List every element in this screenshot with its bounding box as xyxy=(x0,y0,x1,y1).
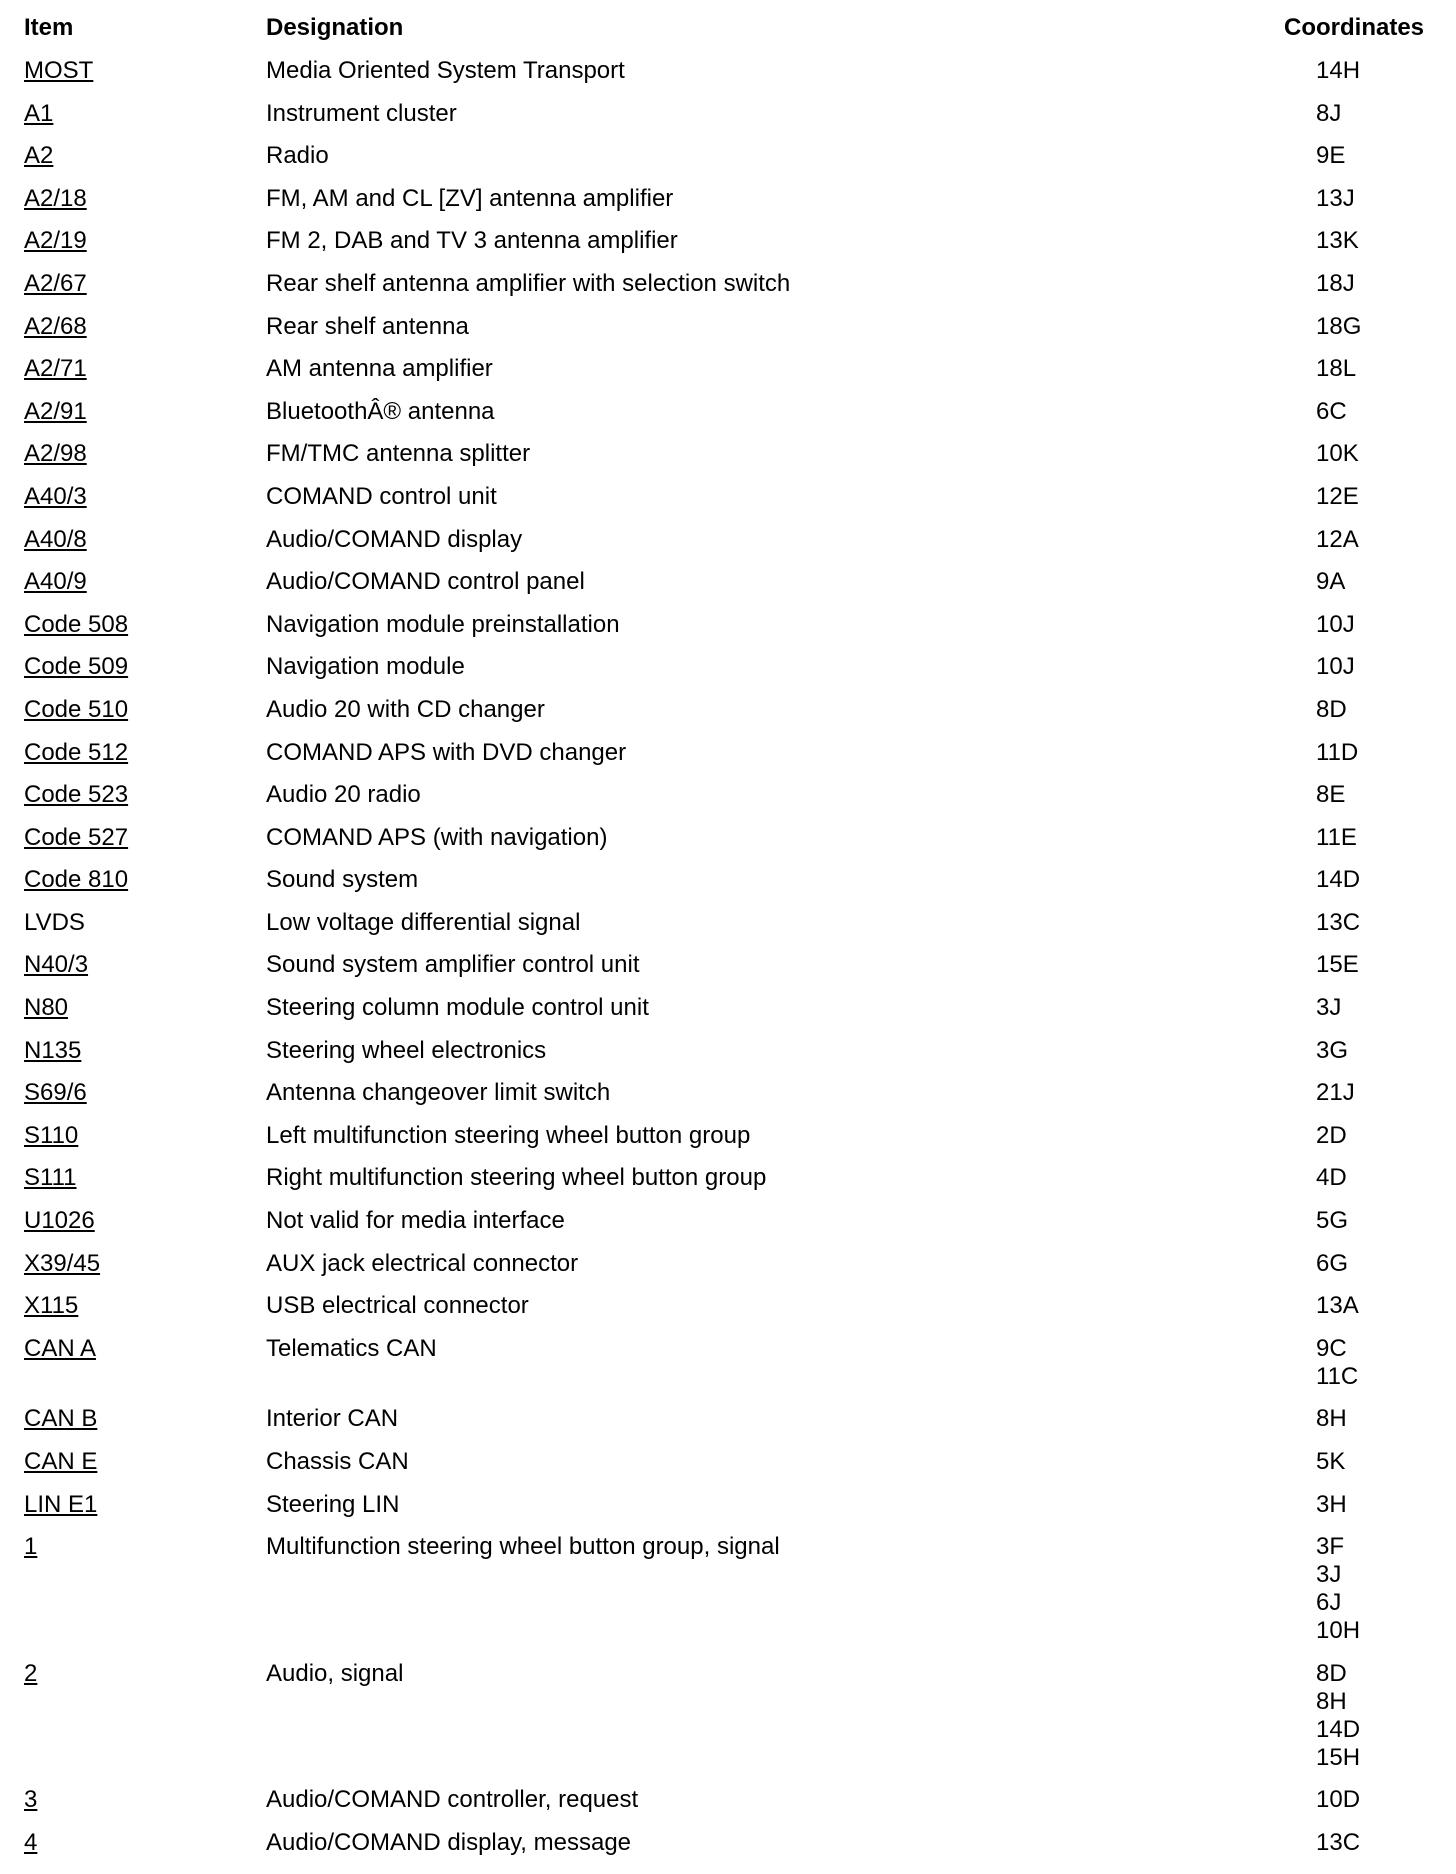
designation-text: Low voltage differential signal xyxy=(266,908,581,936)
item-link[interactable]: A2/19 xyxy=(24,227,87,255)
coordinates-cell xyxy=(1316,1786,1360,1814)
item-link[interactable]: CAN A xyxy=(24,1334,97,1362)
table-row xyxy=(0,1250,1456,1293)
coordinate-value: 12A xyxy=(1316,525,1359,553)
coordinates-cell xyxy=(1316,398,1347,426)
coordinates-cell xyxy=(1316,739,1358,767)
item-label: LVDS xyxy=(24,908,85,936)
coordinates-cell xyxy=(1316,824,1357,852)
coordinate-value: 18J xyxy=(1316,269,1355,297)
table-header xyxy=(0,14,1456,44)
coordinates-cell xyxy=(1316,1405,1347,1433)
table-row xyxy=(0,1207,1456,1250)
coordinates-cell xyxy=(1316,313,1361,341)
table-row xyxy=(0,1335,1456,1406)
column-header-coordinates: Coordinates xyxy=(1284,14,1425,41)
coordinates-cell xyxy=(1316,440,1359,468)
designation-text: FM, AM and CL [ZV] antenna amplifier xyxy=(266,184,674,212)
coordinates-cell xyxy=(1316,1335,1358,1391)
table-row xyxy=(0,1491,1456,1534)
item-link[interactable]: A40/9 xyxy=(24,568,87,596)
designation-text: Right multifunction steering wheel button group xyxy=(266,1164,767,1192)
designation-text: Left multifunction steering wheel button group xyxy=(266,1121,751,1149)
designation-text: FM 2, DAB and TV 3 antenna amplifier xyxy=(266,227,678,255)
item-link[interactable]: S111 xyxy=(24,1164,77,1192)
designation-text: Antenna changeover limit switch xyxy=(266,1079,611,1107)
coordinates-cell xyxy=(1316,909,1360,937)
designation-text: Interior CAN xyxy=(266,1405,399,1433)
designation-text: Audio 20 with CD changer xyxy=(266,695,545,723)
item-link[interactable]: Code 509 xyxy=(24,653,129,681)
designation-text: COMAND APS with DVD changer xyxy=(266,738,627,766)
designation-text: Multifunction steering wheel button group, signal xyxy=(266,1533,780,1561)
designation-text: Media Oriented System Transport xyxy=(266,57,625,84)
coordinate-value: 6G xyxy=(1316,1249,1349,1277)
table-row xyxy=(0,909,1456,952)
item-link[interactable]: 1 xyxy=(24,1533,38,1561)
coordinates-cell xyxy=(1316,568,1345,596)
table-row xyxy=(0,1660,1456,1787)
table-row xyxy=(0,227,1456,270)
coordinate-value: 10D xyxy=(1316,1786,1361,1814)
item-link[interactable]: LIN E1 xyxy=(24,1490,98,1518)
table-row xyxy=(0,1164,1456,1207)
table-row xyxy=(0,313,1456,356)
coordinates-cell xyxy=(1316,100,1341,128)
designation-text: Telematics CAN xyxy=(266,1334,437,1362)
coordinates-cell xyxy=(1316,866,1360,894)
coordinate-value: 14H xyxy=(1316,57,1361,84)
designation-text: Audio/COMAND display, message xyxy=(266,1828,632,1856)
table-row xyxy=(0,100,1456,143)
table-row xyxy=(0,739,1456,782)
coordinates-cell xyxy=(1316,1448,1345,1476)
coordinate-value: 9A xyxy=(1316,568,1346,596)
coordinates-cell xyxy=(1316,781,1345,809)
designation-text: Radio xyxy=(266,142,329,170)
table-row xyxy=(0,653,1456,696)
designation-text: Audio/COMAND display xyxy=(266,525,523,553)
item-link[interactable]: N135 xyxy=(24,1036,82,1064)
item-link[interactable]: A1 xyxy=(24,99,54,127)
coordinates-cell xyxy=(1316,1207,1348,1235)
coordinate-value: 13C xyxy=(1316,908,1361,936)
coordinate-value: 8H xyxy=(1316,1405,1347,1433)
coordinates-cell xyxy=(1316,1164,1347,1192)
component-table xyxy=(0,57,1456,1872)
item-link[interactable]: Code 523 xyxy=(24,781,129,809)
coordinate-value: 5K xyxy=(1316,1448,1346,1475)
table-row xyxy=(0,994,1456,1037)
designation-text: Steering wheel electronics xyxy=(266,1036,547,1064)
coordinate-value: 13J xyxy=(1316,184,1355,212)
designation-text: COMAND APS (with navigation) xyxy=(266,823,608,851)
coordinate-value: 13A xyxy=(1316,1292,1359,1320)
coordinate-value: 18L xyxy=(1316,355,1357,383)
table-row xyxy=(0,185,1456,228)
table-row xyxy=(0,1533,1456,1660)
designation-text: Audio 20 radio xyxy=(266,781,421,809)
item-link[interactable]: Code 510 xyxy=(24,695,129,723)
item-link[interactable]: MOST xyxy=(24,57,94,84)
table-row xyxy=(0,1037,1456,1080)
coordinate-value: 8J xyxy=(1316,99,1342,127)
coordinate-value: 10H xyxy=(1316,1617,1361,1645)
coordinates-cell xyxy=(1316,483,1359,511)
coordinates-cell xyxy=(1316,1079,1355,1107)
coordinates-cell xyxy=(1316,57,1360,85)
coordinate-value: 15H xyxy=(1316,1743,1361,1771)
coordinates-cell xyxy=(1316,1491,1347,1519)
coordinate-value: 4D xyxy=(1316,1164,1347,1192)
item-link[interactable]: Code 512 xyxy=(24,738,129,766)
designation-text: Audio/COMAND control panel xyxy=(266,568,585,596)
item-link[interactable]: A2/91 xyxy=(24,397,87,425)
table-row xyxy=(0,270,1456,313)
coordinate-value: 8H xyxy=(1316,1687,1347,1715)
item-link[interactable]: A2/68 xyxy=(24,312,87,340)
designation-text: USB electrical connector xyxy=(266,1292,529,1320)
coordinates-cell xyxy=(1316,994,1341,1022)
coordinate-value: 6C xyxy=(1316,397,1347,425)
coordinates-cell xyxy=(1316,185,1355,213)
coordinates-cell xyxy=(1316,1829,1360,1857)
item-link[interactable]: 3 xyxy=(24,1786,38,1814)
designation-text: FM/TMC antenna splitter xyxy=(266,440,531,468)
coordinate-value: 3J xyxy=(1316,1561,1342,1589)
coordinate-value: 3F xyxy=(1316,1533,1345,1561)
item-link[interactable]: A2 xyxy=(24,142,54,170)
coordinates-cell xyxy=(1316,1292,1359,1320)
designation-text: COMAND control unit xyxy=(266,482,497,510)
item-link[interactable]: Code 810 xyxy=(24,866,129,894)
coordinates-cell xyxy=(1316,653,1355,681)
item-link[interactable]: A2/98 xyxy=(24,440,87,468)
table-row xyxy=(0,866,1456,909)
coordinate-value: 10J xyxy=(1316,610,1355,638)
table-row xyxy=(0,1079,1456,1122)
table-row xyxy=(0,1292,1456,1335)
table-row xyxy=(0,568,1456,611)
designation-text: Navigation module xyxy=(266,653,465,681)
item-link[interactable]: Code 527 xyxy=(24,823,129,851)
table-row xyxy=(0,526,1456,569)
table-row xyxy=(0,440,1456,483)
table-row xyxy=(0,398,1456,441)
designation-text: Instrument cluster xyxy=(266,99,457,127)
coordinate-value: 3J xyxy=(1316,994,1342,1022)
coordinate-value: 11C xyxy=(1316,1362,1359,1390)
coordinate-value: 9E xyxy=(1316,142,1346,170)
table-row xyxy=(0,142,1456,185)
item-link[interactable]: A40/8 xyxy=(24,525,87,553)
designation-text: AUX jack electrical connector xyxy=(266,1249,579,1277)
table-row xyxy=(0,951,1456,994)
coordinate-value: 10J xyxy=(1316,653,1355,681)
coordinate-value: 13K xyxy=(1316,227,1359,255)
coordinates-cell xyxy=(1316,270,1355,298)
designation-text: Navigation module preinstallation xyxy=(266,610,620,638)
designation-text: Audio/COMAND controller, request xyxy=(266,1786,639,1814)
coordinate-value: 15E xyxy=(1316,951,1359,979)
item-link[interactable]: A2/71 xyxy=(24,355,87,383)
table-row xyxy=(0,696,1456,739)
table-row xyxy=(0,1786,1456,1829)
item-link[interactable]: Code 508 xyxy=(24,610,129,638)
coordinate-value: 10K xyxy=(1316,440,1359,468)
item-link[interactable]: 4 xyxy=(24,1828,38,1856)
item-link[interactable]: N40/3 xyxy=(24,951,89,979)
designation-text: Steering column module control unit xyxy=(266,994,649,1022)
item-link[interactable]: S69/6 xyxy=(24,1079,87,1107)
table-row xyxy=(0,355,1456,398)
item-link[interactable]: N80 xyxy=(24,994,69,1022)
item-link[interactable]: A2/67 xyxy=(24,269,87,297)
item-link[interactable]: A2/18 xyxy=(24,184,87,212)
table-row xyxy=(0,611,1456,654)
item-link[interactable]: S110 xyxy=(24,1121,79,1149)
coordinate-value: 12E xyxy=(1316,482,1359,510)
column-header-designation: Designation xyxy=(266,14,404,41)
coordinate-value: 6J xyxy=(1316,1589,1342,1617)
item-link[interactable]: 2 xyxy=(24,1659,38,1687)
designation-text: AM antenna amplifier xyxy=(266,355,493,383)
coordinate-value: 8D xyxy=(1316,695,1347,723)
coordinate-value: 3H xyxy=(1316,1490,1347,1518)
item-link[interactable]: CAN B xyxy=(24,1405,98,1433)
table-row xyxy=(0,824,1456,867)
designation-text: Sound system xyxy=(266,866,419,894)
designation-text: Not valid for media interface xyxy=(266,1207,565,1235)
table-row xyxy=(0,1448,1456,1491)
coordinate-value: 8D xyxy=(1316,1659,1347,1687)
item-link[interactable]: X115 xyxy=(24,1292,79,1320)
table-row xyxy=(0,781,1456,824)
coordinate-value: 8E xyxy=(1316,781,1346,809)
coordinates-cell xyxy=(1316,1250,1348,1278)
item-link[interactable]: U1026 xyxy=(24,1207,95,1235)
coordinates-cell xyxy=(1316,1660,1360,1772)
coordinates-cell xyxy=(1316,1037,1348,1065)
coordinate-value: 11D xyxy=(1316,738,1359,766)
designation-text: Rear shelf antenna xyxy=(266,312,469,340)
designation-text: Rear shelf antenna amplifier with selection switch xyxy=(266,269,791,297)
coordinates-cell xyxy=(1316,1122,1347,1150)
coordinate-value: 14D xyxy=(1316,866,1361,894)
coordinate-value: 14D xyxy=(1316,1715,1361,1743)
column-header-item: Item xyxy=(24,14,74,41)
coordinates-cell xyxy=(1316,526,1359,554)
item-link[interactable]: X39/45 xyxy=(24,1249,101,1277)
coordinates-cell xyxy=(1316,951,1359,979)
coordinates-cell xyxy=(1316,1533,1360,1645)
item-link[interactable]: CAN E xyxy=(24,1448,98,1475)
coordinate-value: 18G xyxy=(1316,312,1362,340)
table-row xyxy=(0,1829,1456,1872)
coordinate-value: 11E xyxy=(1316,823,1357,851)
coordinates-cell xyxy=(1316,696,1347,724)
coordinate-value: 9C xyxy=(1316,1334,1347,1362)
table-row xyxy=(0,1405,1456,1448)
coordinate-value: 5G xyxy=(1316,1207,1349,1235)
designation-text: Steering LIN xyxy=(266,1490,400,1518)
coordinates-cell xyxy=(1316,355,1356,383)
designation-text: Chassis CAN xyxy=(266,1448,409,1475)
designation-text: Audio, signal xyxy=(266,1659,404,1687)
coordinate-value: 3G xyxy=(1316,1036,1349,1064)
coordinate-value: 2D xyxy=(1316,1121,1347,1149)
table-row xyxy=(0,1122,1456,1165)
designation-text: BluetoothÂ® antenna xyxy=(266,397,495,425)
coordinate-value: 21J xyxy=(1316,1079,1355,1107)
item-link[interactable]: A40/3 xyxy=(24,482,87,510)
coordinate-value: 13C xyxy=(1316,1828,1361,1856)
table-row xyxy=(0,57,1456,100)
coordinates-cell xyxy=(1316,227,1359,255)
coordinates-cell xyxy=(1316,142,1345,170)
table-row xyxy=(0,483,1456,526)
coordinates-cell xyxy=(1316,611,1355,639)
designation-text: Sound system amplifier control unit xyxy=(266,951,640,979)
